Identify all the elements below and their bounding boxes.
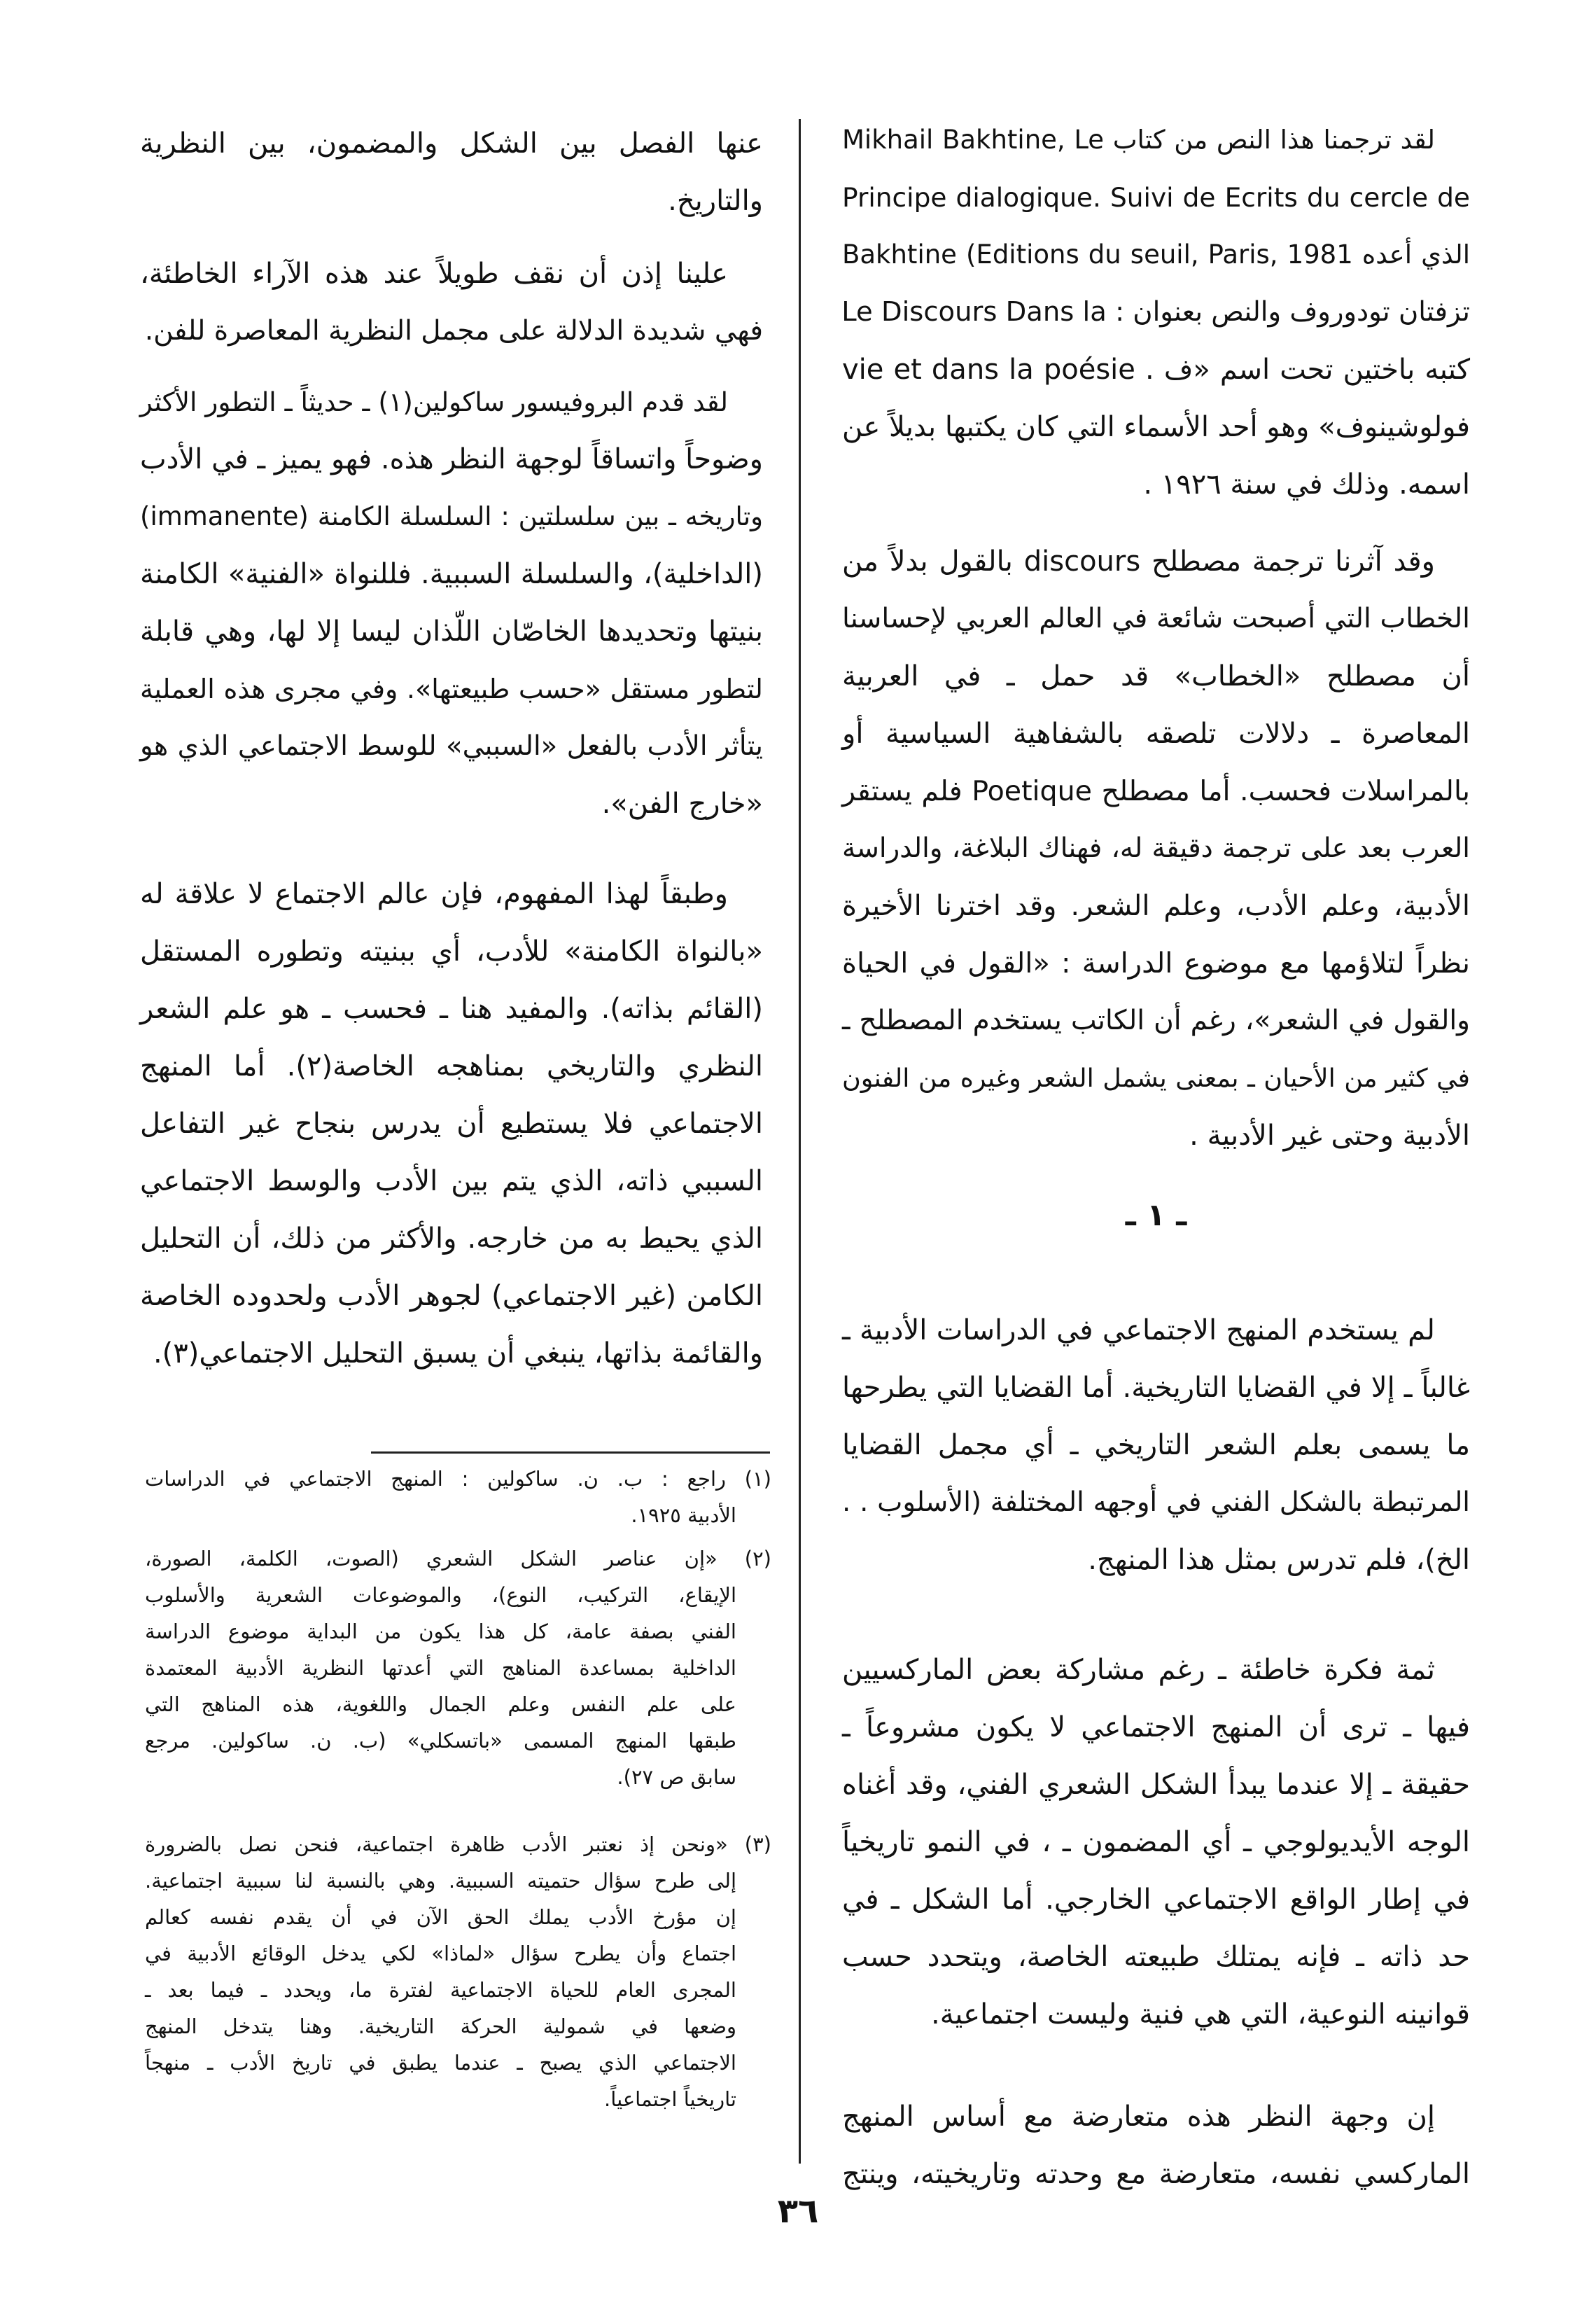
text-line: تزفتان تودوروف والنص بعنوان : Le Discours Dans la — [841, 296, 1470, 328]
text-line: حقيقة ـ إلا عندما يبدأ الشكل الشعري الفني، وقد أغناه — [842, 1769, 1470, 1801]
text-line: الأدبية، وعلم الأدب، وعلم الشعر. وقد اخترنا الأخيرة — [842, 890, 1470, 922]
right-paragraph-5 — [842, 2088, 1470, 2203]
footnote-line: طبقها المنهج المسمى «باتسكلي» (ب. ن. ساكولين. مرجع — [145, 1729, 736, 1753]
footnote-separator — [371, 1451, 770, 1454]
text-line: إن وجهة النظر هذه متعارضة مع أساس المنهج — [842, 2101, 1435, 2133]
footnote-line: تاريخياً اجتماعياً. — [604, 2087, 736, 2111]
footnote-2 — [145, 1540, 771, 1795]
text-line: لم يستخدم المنهج الاجتماعي في الدراسات الأدبية ـ — [842, 1314, 1435, 1346]
text-line: (الداخلية)، والسلسلة السببية. فللنواة «الفنية» الكامنة — [140, 558, 763, 590]
text-line: لقد ترجمنا هذا النص من كتاب Mikhail Bakhtine, Le — [842, 125, 1435, 155]
text-line: والقائمة بذاتها، ينبغي أن يسبق التحليل الاجتماعي(٣). — [153, 1337, 763, 1370]
right-paragraph-2 — [842, 533, 1470, 1164]
text-line: في إطار الواقع الاجتماعي الخارجي. أما الشكل ـ في — [842, 1883, 1470, 1916]
text-line: الاجتماعي فلا يستطيع أن يدرس بنجاح غير التفاعل — [140, 1108, 763, 1140]
text-line: الذي يحيط به من خارجه. والأكثر من ذلك، أن التحليل — [140, 1223, 763, 1255]
text-line: غالباً ـ إلا في القضايا التاريخية. أما القضايا التي يطرحها — [842, 1372, 1470, 1404]
text-line: العرب بعد على ترجمة دقيقة له، فهناك البلاغة، والدراسة — [842, 833, 1470, 864]
text-line: وقد آثرنا ترجمة مصطلح discours بالقول بدلاً من — [842, 545, 1435, 578]
footnote-1 — [145, 1461, 771, 1533]
text-line: كتبه باختين تحت اسم «ف . vie et dans la poésie — [842, 354, 1470, 386]
footnote-line: اجتماع وأن يطرح سؤال «لماذا» لكي يدخل الوقائع الأدبية في — [145, 1942, 736, 1965]
text-line: نظراً لتلاؤمها مع موضوع الدراسة : «القول في الحياة — [842, 947, 1470, 980]
text-line: الكامن (غير الاجتماعي) لجوهر الأدب ولحدوده الخاصة — [140, 1280, 763, 1312]
text-line: فهي شديدة الدلالة على مجمل النظرية المعاصرة للفن. — [144, 315, 763, 347]
text-line: لقد قدم البروفيسور ساكولين(١) ـ حديثاً ـ التطور الأكثر — [139, 386, 728, 417]
text-line: الأدبية وحتى غير الأدبية . — [1189, 1120, 1470, 1152]
footnote-line: الاجتماعي الذي يصبح ـ عندما يطبق في تاريخ الأدب ـ منهجاً — [145, 2051, 736, 2075]
text-line: يتأثر الأدب بالفعل «السببي» للوسط الاجتماعي الذي هو — [140, 730, 763, 762]
footnote-line: الأدبية ١٩٢٥. — [631, 1503, 736, 1527]
text-line: ما يسمى بعلم الشعر التاريخي ـ أي مجمل القضايا — [842, 1429, 1470, 1461]
footnote-3 — [145, 1826, 771, 2117]
text-line: النظري والتاريخي بمناهجه الخاصة(٢). أما المنهج — [140, 1050, 764, 1082]
text-line: عنها الفصل بين الشكل والمضمون، بين النظرية — [140, 127, 763, 160]
footnote-line: إن مؤرخ الأدب يملك الحق الآن في أن يقدم نفسه كعالم — [145, 1905, 736, 1929]
text-line: الماركسي نفسه، متعارضة مع وحدته وتاريخيته، وينتج — [842, 2158, 1470, 2190]
text-line: وتاريخه ـ بين سلسلتين : السلسلة الكامنة (immanente) — [140, 501, 763, 531]
column-divider — [799, 119, 801, 2164]
footnote-line: الإيقاع، التركيب، النوع)، والموضوعات الشعرية والأسلوب — [145, 1583, 736, 1607]
left-paragraph-1 — [140, 115, 763, 230]
text-line: بالمراسلات فحسب. أما مصطلح Poetique فلم يستقر — [842, 775, 1470, 807]
text-line: المعاصرة ـ دلالات تلصقه بالشفاهية السياسية أو — [842, 718, 1470, 750]
text-line: في كثير من الأحيان ـ بمعنى يشمل الشعر وغيره من الفنون — [842, 1063, 1470, 1093]
text-line: «خارج الفن». — [601, 788, 763, 820]
text-line: قوانينه النوعية، التي هي فنية وليست اجتماعية. — [931, 1998, 1470, 2031]
text-line: الخطاب التي أصبحت شائعة في العالم العربي لإحساسنا — [842, 603, 1470, 634]
text-line: والتاريخ. — [668, 185, 763, 217]
text-line: السببي ذاته، الذي يتم بين الأدب والوسط الاجتماعي — [140, 1165, 763, 1197]
footnote-line: الداخلية بمساعدة المناهج التي أعدتها النظرية الأدبية المعتمدة — [145, 1656, 736, 1680]
text-line: المرتبطة بالشكل الفني في أوجهه المختلفة (الأسلوب . . — [842, 1486, 1470, 1518]
page-number: ٣٦ — [777, 2192, 819, 2231]
text-line: أن مصطلح «الخطاب» قد حمل ـ في العربية — [842, 660, 1470, 692]
text-line: والقول في الشعر»، رغم أن الكاتب يستخدم المصطلح ـ — [842, 1005, 1470, 1036]
text-line: «بالنواة الكامنة» للأدب، أي ببنيته وتطوره المستقل — [140, 935, 763, 968]
footnote-line: (٣) «ونحن إذ نعتبر الأدب ظاهرة اجتماعية، فنحن نصل بالضرورة — [145, 1832, 771, 1856]
text-line: وطبقاً لهذا المفهوم، فإن عالم الاجتماع لا علاقة له — [140, 878, 728, 910]
text-line: ثمة فكرة خاطئة ـ رغم مشاركة بعض الماركسيين — [842, 1654, 1435, 1686]
text-line: الذي أعده Bakhtine (Editions du seuil, Paris, 1981 — [842, 239, 1470, 270]
text-line: الوجه الأيديولوجي ـ أي المضمون ـ ، في النمو تاريخياً — [842, 1826, 1470, 1858]
footnote-line: الفني بصفة عامة، كل هذا يكون من البداية موضوع الدراسة — [145, 1620, 736, 1643]
right-paragraph-3 — [842, 1302, 1470, 1589]
footnote-line: وضعها في شمولية الحركة التاريخية. وهنا يتدخل المنهج — [145, 2014, 736, 2038]
footnote-line: سابق ص ٢٧). — [617, 1765, 736, 1789]
text-line: علينا إذن أن نقف طويلاً عند هذه الآراء الخاطئة، — [140, 258, 728, 290]
left-paragraph-4 — [140, 865, 763, 1382]
text-line: فولوشينوف» وهو أحد الأسماء التي كان يكتبها بديلاً عن — [842, 411, 1470, 443]
text-line: حد ذاته ـ فإنه يمتلك طبيعته الخاصة، ويتحدد حسب — [842, 1941, 1470, 1973]
footnote-line: المجرى العام للحياة الاجتماعية لفترة ما، ويحدد ـ فيما بعد ـ — [145, 1978, 736, 2002]
footnote-line: إلى طرح سؤال حتميته السببية. وهي بالنسبة لنا سببية اجتماعية. — [145, 1869, 736, 1893]
right-paragraph-4 — [842, 1641, 1470, 2043]
left-paragraph-2 — [140, 245, 763, 360]
text-line: وضوحاً واتساقاً لوجهة النظر هذه. فهو يميز ـ في الأدب — [140, 443, 763, 475]
text-line: بنيتها وتحديدها الخاصّان اللّذان ليسا إلا لها، وهي قابلة — [140, 615, 763, 648]
text-line: لتطور مستقل «حسب طبيعتها». وفي مجرى هذه العملية — [140, 674, 763, 704]
footnote-line: على علم النفس وعلم الجمال واللغوية، هذه المناهج التي — [145, 1692, 736, 1716]
text-line: فيها ـ ترى أن المنهج الاجتماعي لا يكون مشروعاً ـ — [842, 1711, 1470, 1743]
text-line: (القائم بذاته). والمفيد هنا ـ فحسب ـ هو علم الشعر — [140, 993, 763, 1025]
right-paragraph-1 — [842, 111, 1470, 513]
footnote-line: (٢) «إن عناصر الشكل الشعري (الصوت، الكلمة، الصورة، — [145, 1547, 771, 1571]
text-line: الخ)، فلم تدرس بمثل هذا المنهج. — [1088, 1544, 1470, 1576]
footnote-line: (١) راجع : ب. ن. ساكولين : المنهج الاجتماعي في الدراسات — [145, 1467, 771, 1491]
text-line: Principe dialogique. Suivi de Ecrits du cercle de — [842, 182, 1470, 213]
section-number: ـ ١ ـ — [1125, 1197, 1187, 1233]
text-line: اسمه. وذلك في سنة ١٩٢٦ . — [1143, 468, 1470, 501]
left-paragraph-3 — [140, 373, 763, 833]
